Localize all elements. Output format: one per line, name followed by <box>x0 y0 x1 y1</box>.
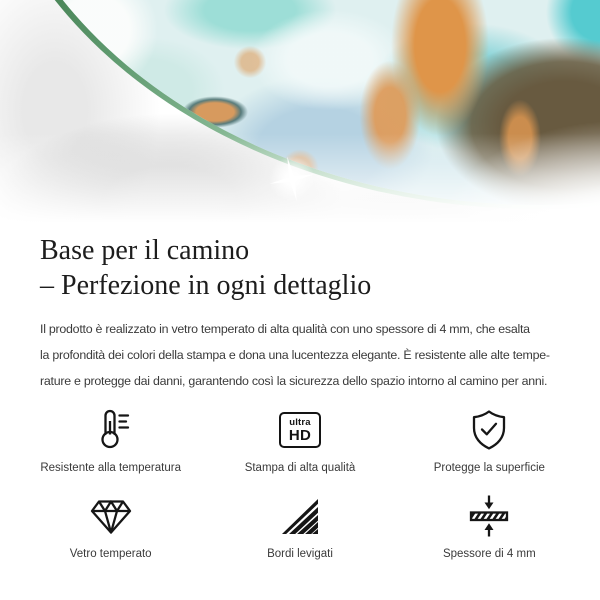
product-photo <box>0 0 600 230</box>
feature-temperature <box>16 407 205 475</box>
description-line: Il prodotto è realizzato in vetro temperato di alta qualità con uno spessore di 4 mm, che esalta <box>40 322 530 336</box>
beveled-edge-icon <box>277 493 323 539</box>
feature-label: Protegge la superficie <box>433 462 545 474</box>
feature-label: Vetro temperato <box>69 548 152 560</box>
feature-polished-edges <box>205 493 394 561</box>
product-description <box>40 316 560 394</box>
feature-label: Resistente alla temperatura <box>40 462 181 474</box>
page-title <box>40 233 560 303</box>
feature-surface-protection <box>395 407 584 475</box>
diamond-icon <box>88 493 134 539</box>
ultra-hd-icon <box>279 407 321 453</box>
page-title-line2: – Perfezione in ogni dettaglio <box>40 270 372 301</box>
ultra-hd-badge-bottom: HD <box>288 427 312 445</box>
feature-tempered-glass <box>16 493 205 561</box>
feature-grid <box>16 407 584 561</box>
description-line: rature e protegge dai danni, garantendo così la sicurezza dello spazio intorno al camino per anni. <box>40 374 548 388</box>
page-title-line1: Base per il camino <box>40 235 250 266</box>
shield-check-icon <box>466 407 512 453</box>
feature-thickness <box>395 493 584 561</box>
thickness-icon <box>466 493 512 539</box>
thermometer-icon <box>88 407 134 453</box>
feature-label: Spessore di 4 mm <box>442 548 536 560</box>
description-line: la profondità dei colori della stampa e dona una lucentezza elegante. È resistente alle alte tempe- <box>40 348 550 362</box>
feature-print-quality <box>205 407 394 475</box>
ultra-hd-badge-top: ultra <box>289 416 311 428</box>
feature-label: Bordi levigati <box>267 548 333 560</box>
feature-label: Stampa di alta qualità <box>244 462 356 474</box>
sparkle-glint-icon <box>258 145 327 214</box>
